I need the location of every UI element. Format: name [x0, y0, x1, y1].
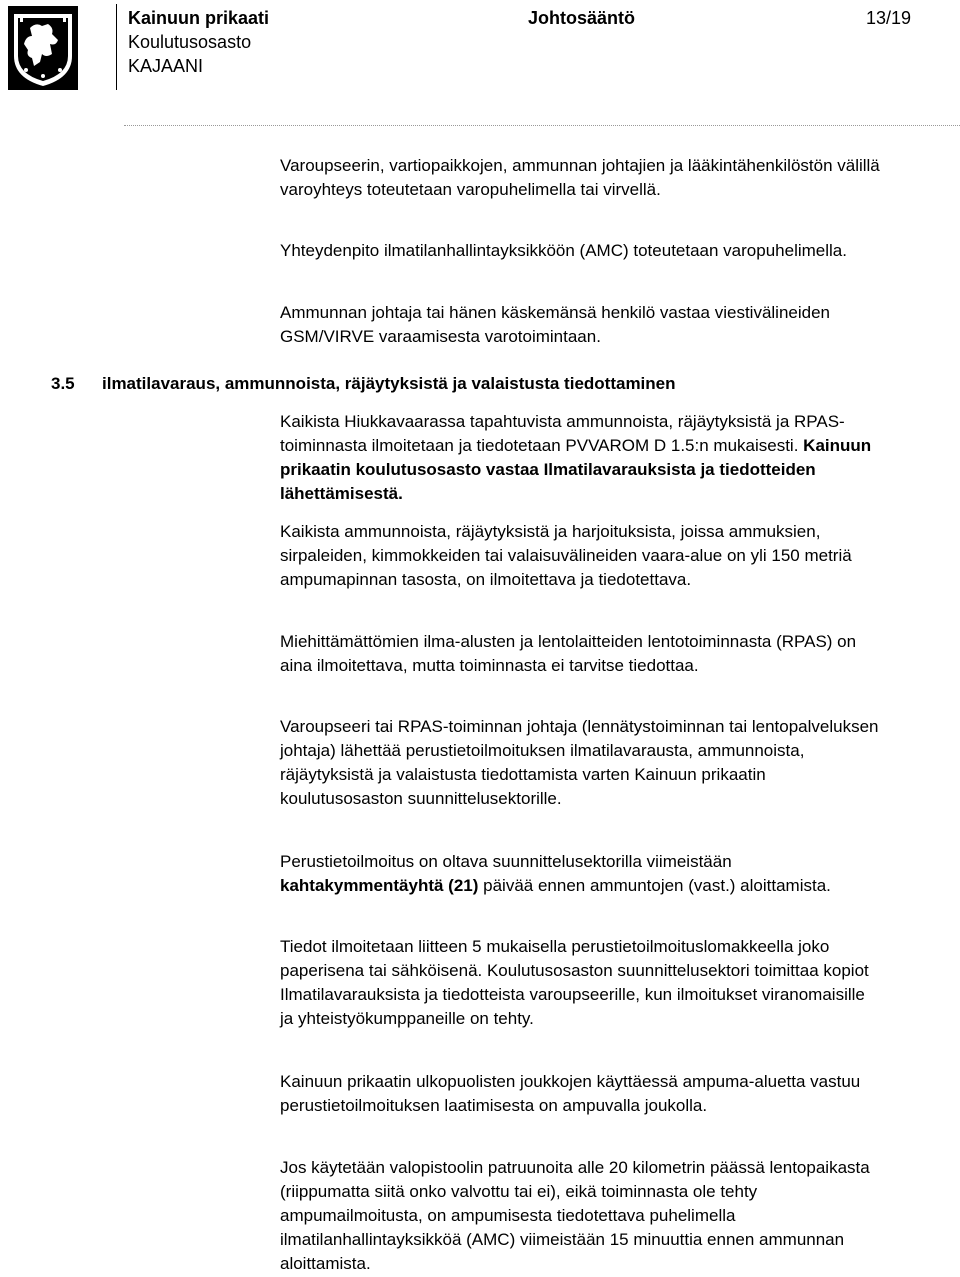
- header-city: KAJAANI: [128, 56, 204, 76]
- paragraph-5-bold: kahtakymmentäyhtä (21): [280, 876, 479, 895]
- section-number: 3.5: [51, 374, 75, 393]
- header-doc-title: Johtosääntö: [528, 8, 636, 28]
- paragraph-2-text: Kaikista ammunnoista, räjäytyksistä ja harjoituksista, joissa ammuksien, sirpaleiden, kimmokkeiden tai valaisuvälineiden vaara-alue on yli 150 metriä ampumapinnan tasosta, on ilmoitettava ja tiedotettava.: [280, 522, 852, 589]
- paragraph-8: [280, 1156, 880, 1276]
- intro-text-3: Ammunnan johtaja tai hänen käskemänsä henkilö vastaa viestivälineiden GSM/VIRVE varaamisesta varotoimintaan.: [280, 303, 831, 346]
- paragraph-6-text: Tiedot ilmoitetaan liitteen 5 mukaisella perustietoilmoituslomakkeella joko paperisena tai sähköisenä. Koulutusosaston suunnittelusektori toimittaa kopiot Ilmatilavarauksista ja tiedotteista varoupseerille, kun ilmoitukset viranomaisille ja yhteistyökumppaneille on tehty.: [280, 937, 869, 1028]
- paragraph-6: [280, 935, 880, 1031]
- intro-paragraph-2: [280, 239, 880, 263]
- intro-paragraph-3: [280, 301, 880, 349]
- paragraph-4-text: Varoupseeri tai RPAS-toiminnan johtaja (lennätystoiminnan tai lentopalveluksen johtaja) lähettää perustietoilmoituksen ilmatilavarausta, ammunnoista, räjäytyksistä ja valaistusta tiedottamista varten Kainuun prikaatin koulutusosaston suunnittelusektorille.: [280, 717, 879, 808]
- intro-text-1: Varoupseerin, vartiopaikkojen, ammunnan johtajien ja lääkintähenkilöstön välillä varoyhteys toteutetaan varopuhelimella tai virvellä.: [280, 156, 880, 199]
- paragraph-2: [280, 520, 880, 592]
- paragraph-5-pre: Perustietoilmoitus on oltava suunnittelusektorilla viimeistään: [280, 852, 732, 871]
- coat-of-arms-logo: [8, 6, 78, 90]
- paragraph-4: [280, 715, 880, 811]
- paragraph-3-text: Miehittämättömien ilma-alusten ja lentolaitteiden lentotoiminnasta (RPAS) on aina ilmoitettava, mutta toiminnasta ei tarvitse tiedottaa.: [280, 632, 857, 675]
- header-page-number: 13/19: [866, 8, 912, 28]
- paragraph-3: [280, 630, 880, 678]
- section-title: ilmatilavaraus, ammunnoista, räjäytyksistä ja valaistusta tiedottaminen: [102, 374, 676, 393]
- header-divider: [116, 4, 117, 90]
- paragraph-5-post: päivää ennen ammuntojen (vast.) aloittamista.: [478, 876, 831, 895]
- paragraph-1: [280, 410, 880, 506]
- intro-paragraph-1: [280, 154, 880, 202]
- header-rule: [124, 125, 960, 126]
- paragraph-7: [280, 1070, 880, 1118]
- paragraph-5: [280, 850, 880, 898]
- paragraph-1-text: Kaikista Hiukkavaarassa tapahtuvista ammunnoista, räjäytyksistä ja RPAS-toiminnasta ilmoitetaan ja tiedotetaan PVVAROM D 1.5:n mukaisesti.: [280, 412, 845, 455]
- paragraph-7-text: Kainuun prikaatin ulkopuolisten joukkojen käyttäessä ampuma-aluetta vastuu perustietoilmoituksen laatimisesta on ampuvalla joukolla.: [280, 1072, 861, 1115]
- section-heading: [51, 372, 676, 396]
- header-unit: Koulutusosasto: [128, 32, 252, 52]
- paragraph-1-bold: Kainuun prikaatin koulutusosasto vastaa Ilmatilavarauksista ja tiedotteiden lähettämisestä.: [280, 436, 872, 503]
- intro-text-2: Yhteydenpito ilmatilanhallintayksikköön (AMC) toteutetaan varopuhelimella.: [280, 241, 847, 260]
- paragraph-8-text: Jos käytetään valopistoolin patruunoita alle 20 kilometrin päässä lentopaikasta (riippumatta siitä onko valvottu tai ei), eikä toiminnasta ole tehty ampumailmoitusta, on ampumisesta tiedotettava puhelimella ilmatilanhallintayksikköä (AMC) viimeistään 15 minuuttia ennen ammunnan aloittamista.: [280, 1158, 870, 1273]
- header-org: Kainuun prikaati: [128, 8, 270, 28]
